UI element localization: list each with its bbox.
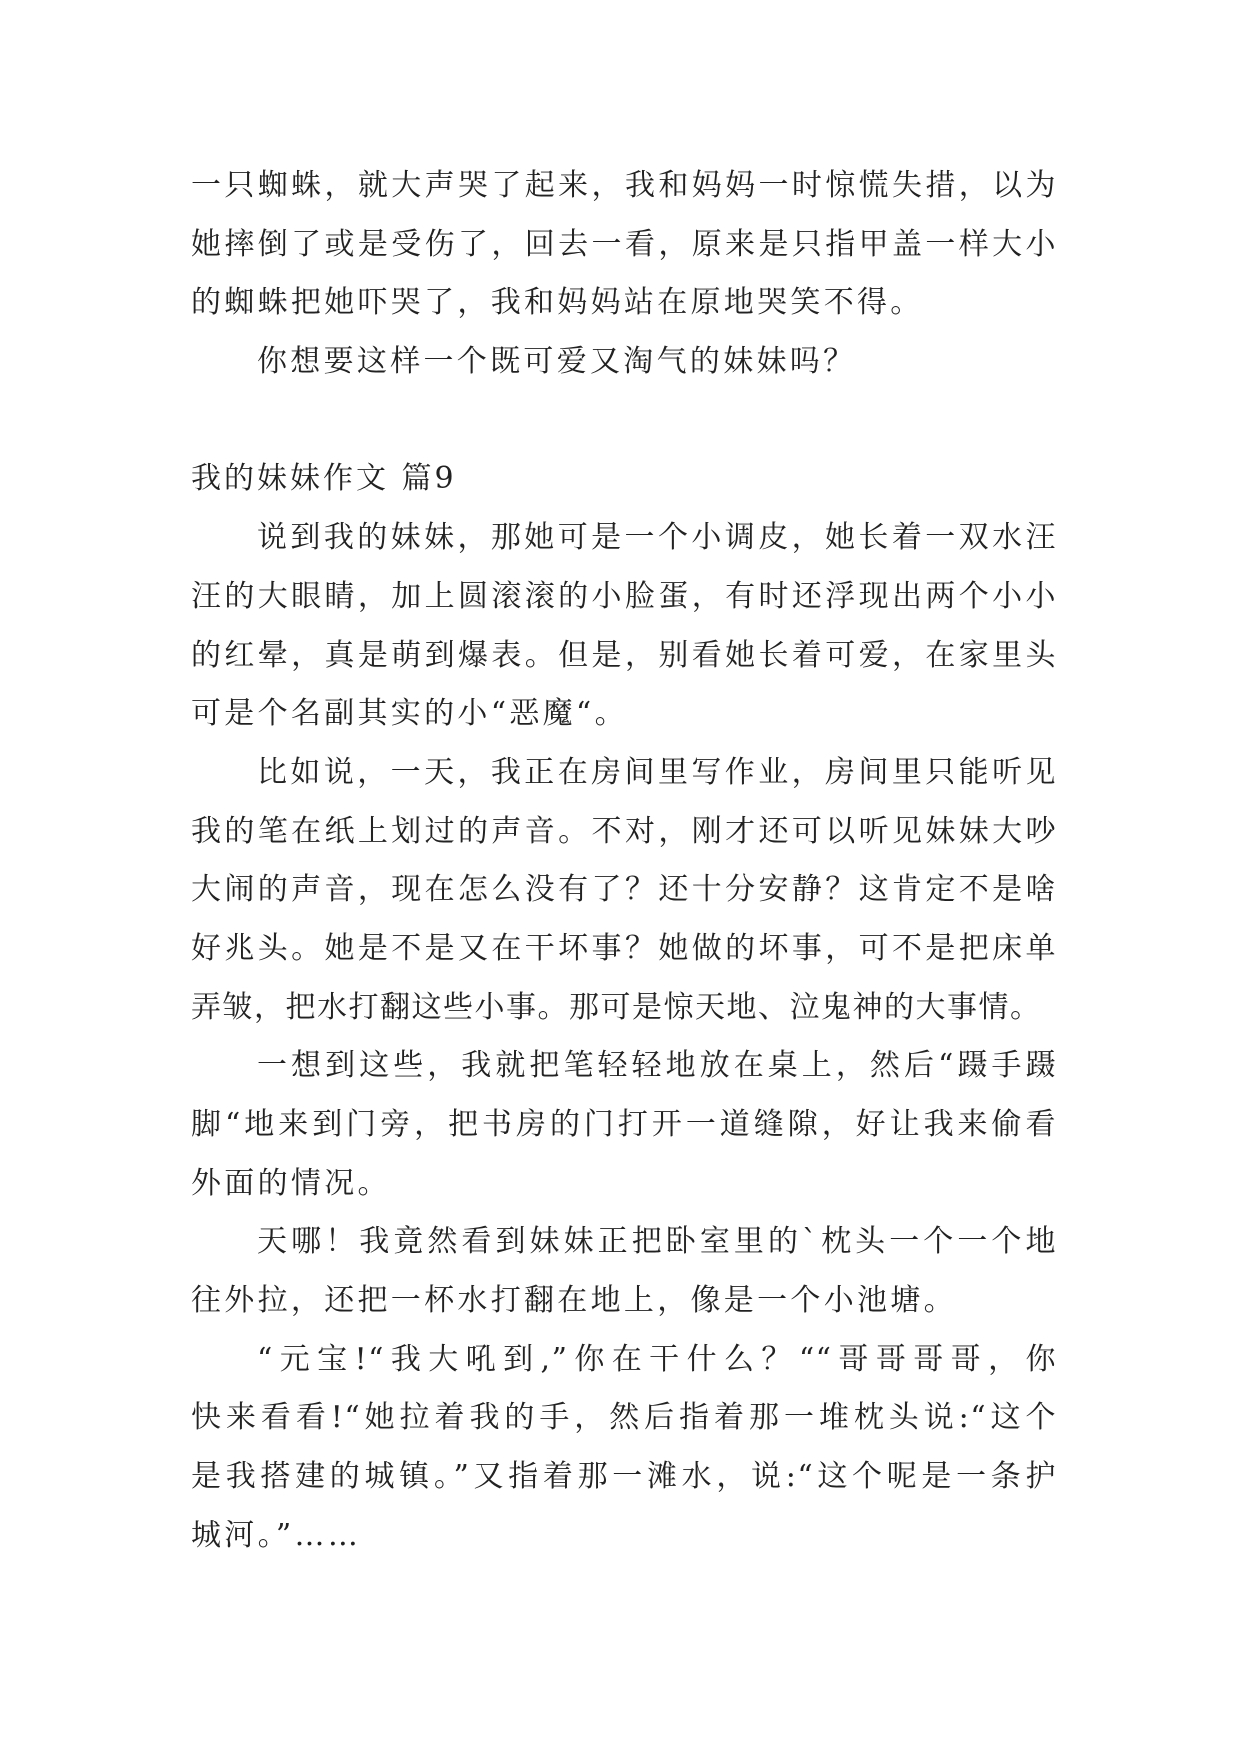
text-line: 是我搭建的城镇。”又指着那一滩水，说:“这个呢是一条护 [191, 1459, 1057, 1495]
paragraph-closing-question [191, 333, 1057, 392]
text-line: 天哪！我竟然看到妹妹正把卧室里的`枕头一个一个地 [257, 1224, 1057, 1260]
text-line: “元宝!“我大吼到,”你在干什么？““哥哥哥哥，你 [257, 1341, 1057, 1377]
text-line: 说到我的妹妹，那她可是一个小调皮，她长着一双水汪 [257, 520, 1057, 556]
text-line: 你想要这样一个既可爱又淘气的妹妹吗？ [257, 344, 857, 380]
text-line: 一想到这些，我就把笔轻轻地放在桌上，然后“蹑手蹑 [257, 1048, 1057, 1084]
text-line: 大闹的声音，现在怎么没有了？还十分安静？这肯定不是啥 [191, 872, 1057, 908]
text-line: 脚“地来到门旁，把书房的门打开一道缝隙，好让我来偷看 [191, 1107, 1057, 1142]
paragraph [191, 1037, 1057, 1213]
paragraph-continued [191, 157, 1057, 333]
text-line: 的红晕，真是萌到爆表。但是，别看她长着可爱，在家里头 [191, 637, 1057, 673]
text-line: 的蜘蛛把她吓哭了，我和妈妈站在原地哭笑不得。 [191, 285, 924, 321]
paragraph [191, 1331, 1057, 1566]
text-line: 好兆头。她是不是又在干坏事？她做的坏事，可不是把床单 [191, 930, 1057, 966]
text-line: 一只蜘蛛，就大声哭了起来，我和妈妈一时惊慌失措，以为 [191, 168, 1057, 203]
blank-line [191, 392, 1057, 451]
text-line: 可是个名副其实的小“恶魔“。 [191, 696, 628, 732]
text-line: 快来看看!“她拉着我的手，然后指着那一堆枕头说:“这个 [191, 1400, 1057, 1436]
text-line: 城河。”…… [191, 1517, 362, 1553]
paragraph [191, 744, 1057, 1037]
text-line: 往外拉，还把一杯水打翻在地上，像是一个小池塘。 [191, 1283, 957, 1319]
text-line: 我的笔在纸上划过的声音。不对，刚才还可以听见妹妹大吵 [191, 813, 1057, 849]
text-line: 她摔倒了或是受伤了，回去一看，原来是只指甲盖一样大小 [191, 226, 1057, 262]
text-column [191, 157, 1057, 1566]
text-line: 外面的情况。 [191, 1165, 391, 1201]
paragraph [191, 1213, 1057, 1330]
essay-heading: 我的妹妹作文 篇9 [191, 461, 457, 497]
paragraph [191, 509, 1057, 744]
text-line: 弄皱，把水打翻这些小事。那可是惊天地、泣鬼神的大事情。 [191, 989, 1042, 1025]
text-line: 比如说，一天，我正在房间里写作业，房间里只能听见 [257, 754, 1057, 790]
text-line: 汪的大眼睛，加上圆滚滚的小脸蛋，有时还浮现出两个小小 [191, 578, 1057, 614]
